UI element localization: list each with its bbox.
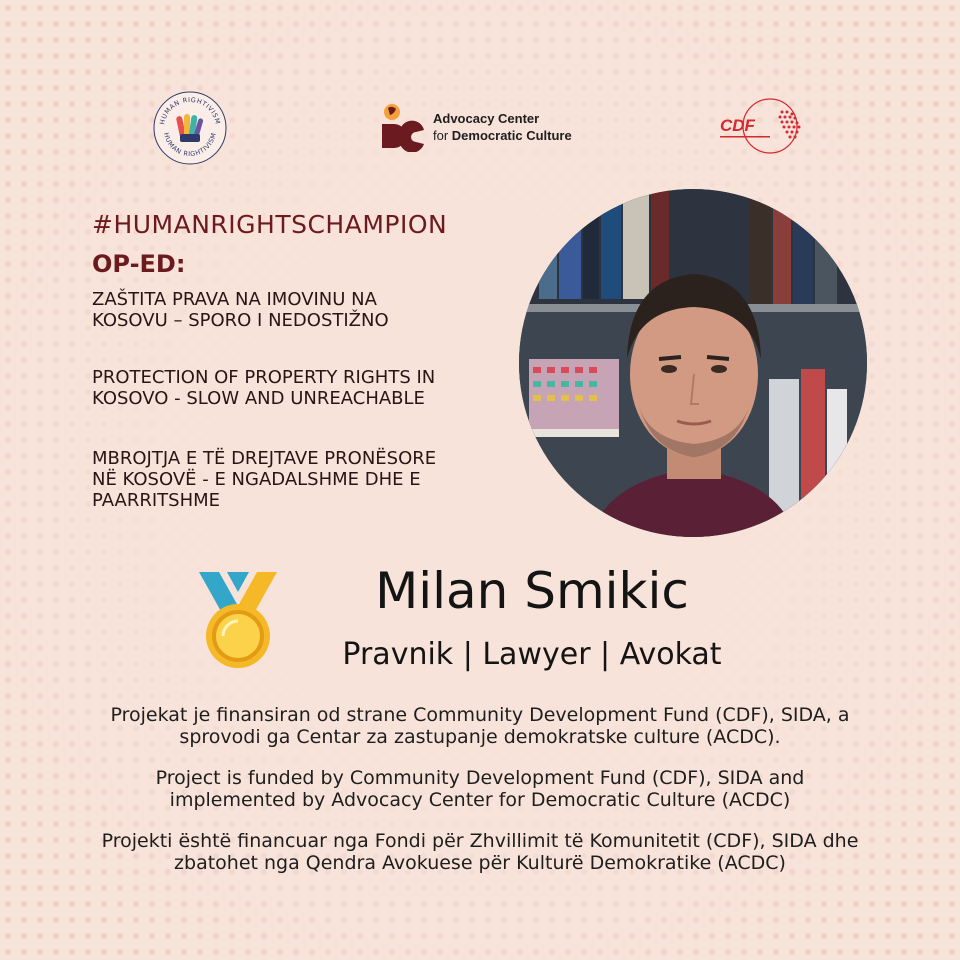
- funding-note-albanian: Projekti është financuar nga Fondi për Zhvillimit të Komunitetit (CDF), SIDA dhe zbatohet nga Qendra Avokuese për Kulturë Demokratike (ACDC): [101, 830, 859, 874]
- acdc-logo-line1: Advocacy Center: [433, 111, 540, 126]
- funding-note-english: Project is funded by Community Development Fund (CDF), SIDA and implemented by Advocacy Center for Democratic Culture (ACDC): [155, 767, 805, 811]
- title-serbian: ZAŠTITA PRAVA NA IMOVINU NA KOSOVU – SPORO I NEDOSTIŽNO: [92, 289, 389, 331]
- hashtag: #HUMANRIGHTSCHAMPION: [92, 210, 448, 239]
- funding-note-serbian: Projekat je finansiran od strane Community Development Fund (CDF), SIDA, a sprovodi ga Centar za zastupanje demokratske culture (ACDC).: [110, 704, 850, 748]
- person-role: Pravnik | Lawyer | Avokat: [342, 637, 722, 672]
- human-rightivism-logo: [152, 90, 228, 166]
- title-english: PROTECTION OF PROPERTY RIGHTS IN KOSOVO - SLOW AND UNREACHABLE: [92, 367, 436, 409]
- svg-text:HUMAN RIGHTIVISM: HUMAN RIGHTIVISM: [162, 131, 218, 159]
- title-albanian: MBROJTJA E TË DREJTAVE PRONËSORE NË KOSOVË - E NGADALSHME DHE E PAARRITSHME: [92, 448, 437, 511]
- acdc-logo-mark: [378, 102, 430, 152]
- portrait-photo: [519, 189, 867, 537]
- acdc-logo: [378, 102, 598, 152]
- op-ed-label: OP-ED:: [92, 250, 186, 278]
- svg-text:HUMAN RIGHTIVISM: HUMAN RIGHTIVISM: [158, 95, 222, 126]
- medal-icon: [197, 570, 279, 672]
- person-name: Milan Smikic: [375, 562, 689, 620]
- cdf-logo-text: CDF: [720, 116, 755, 135]
- cdf-logo: [712, 96, 830, 156]
- acdc-logo-line2: for Democratic Culture: [433, 128, 572, 143]
